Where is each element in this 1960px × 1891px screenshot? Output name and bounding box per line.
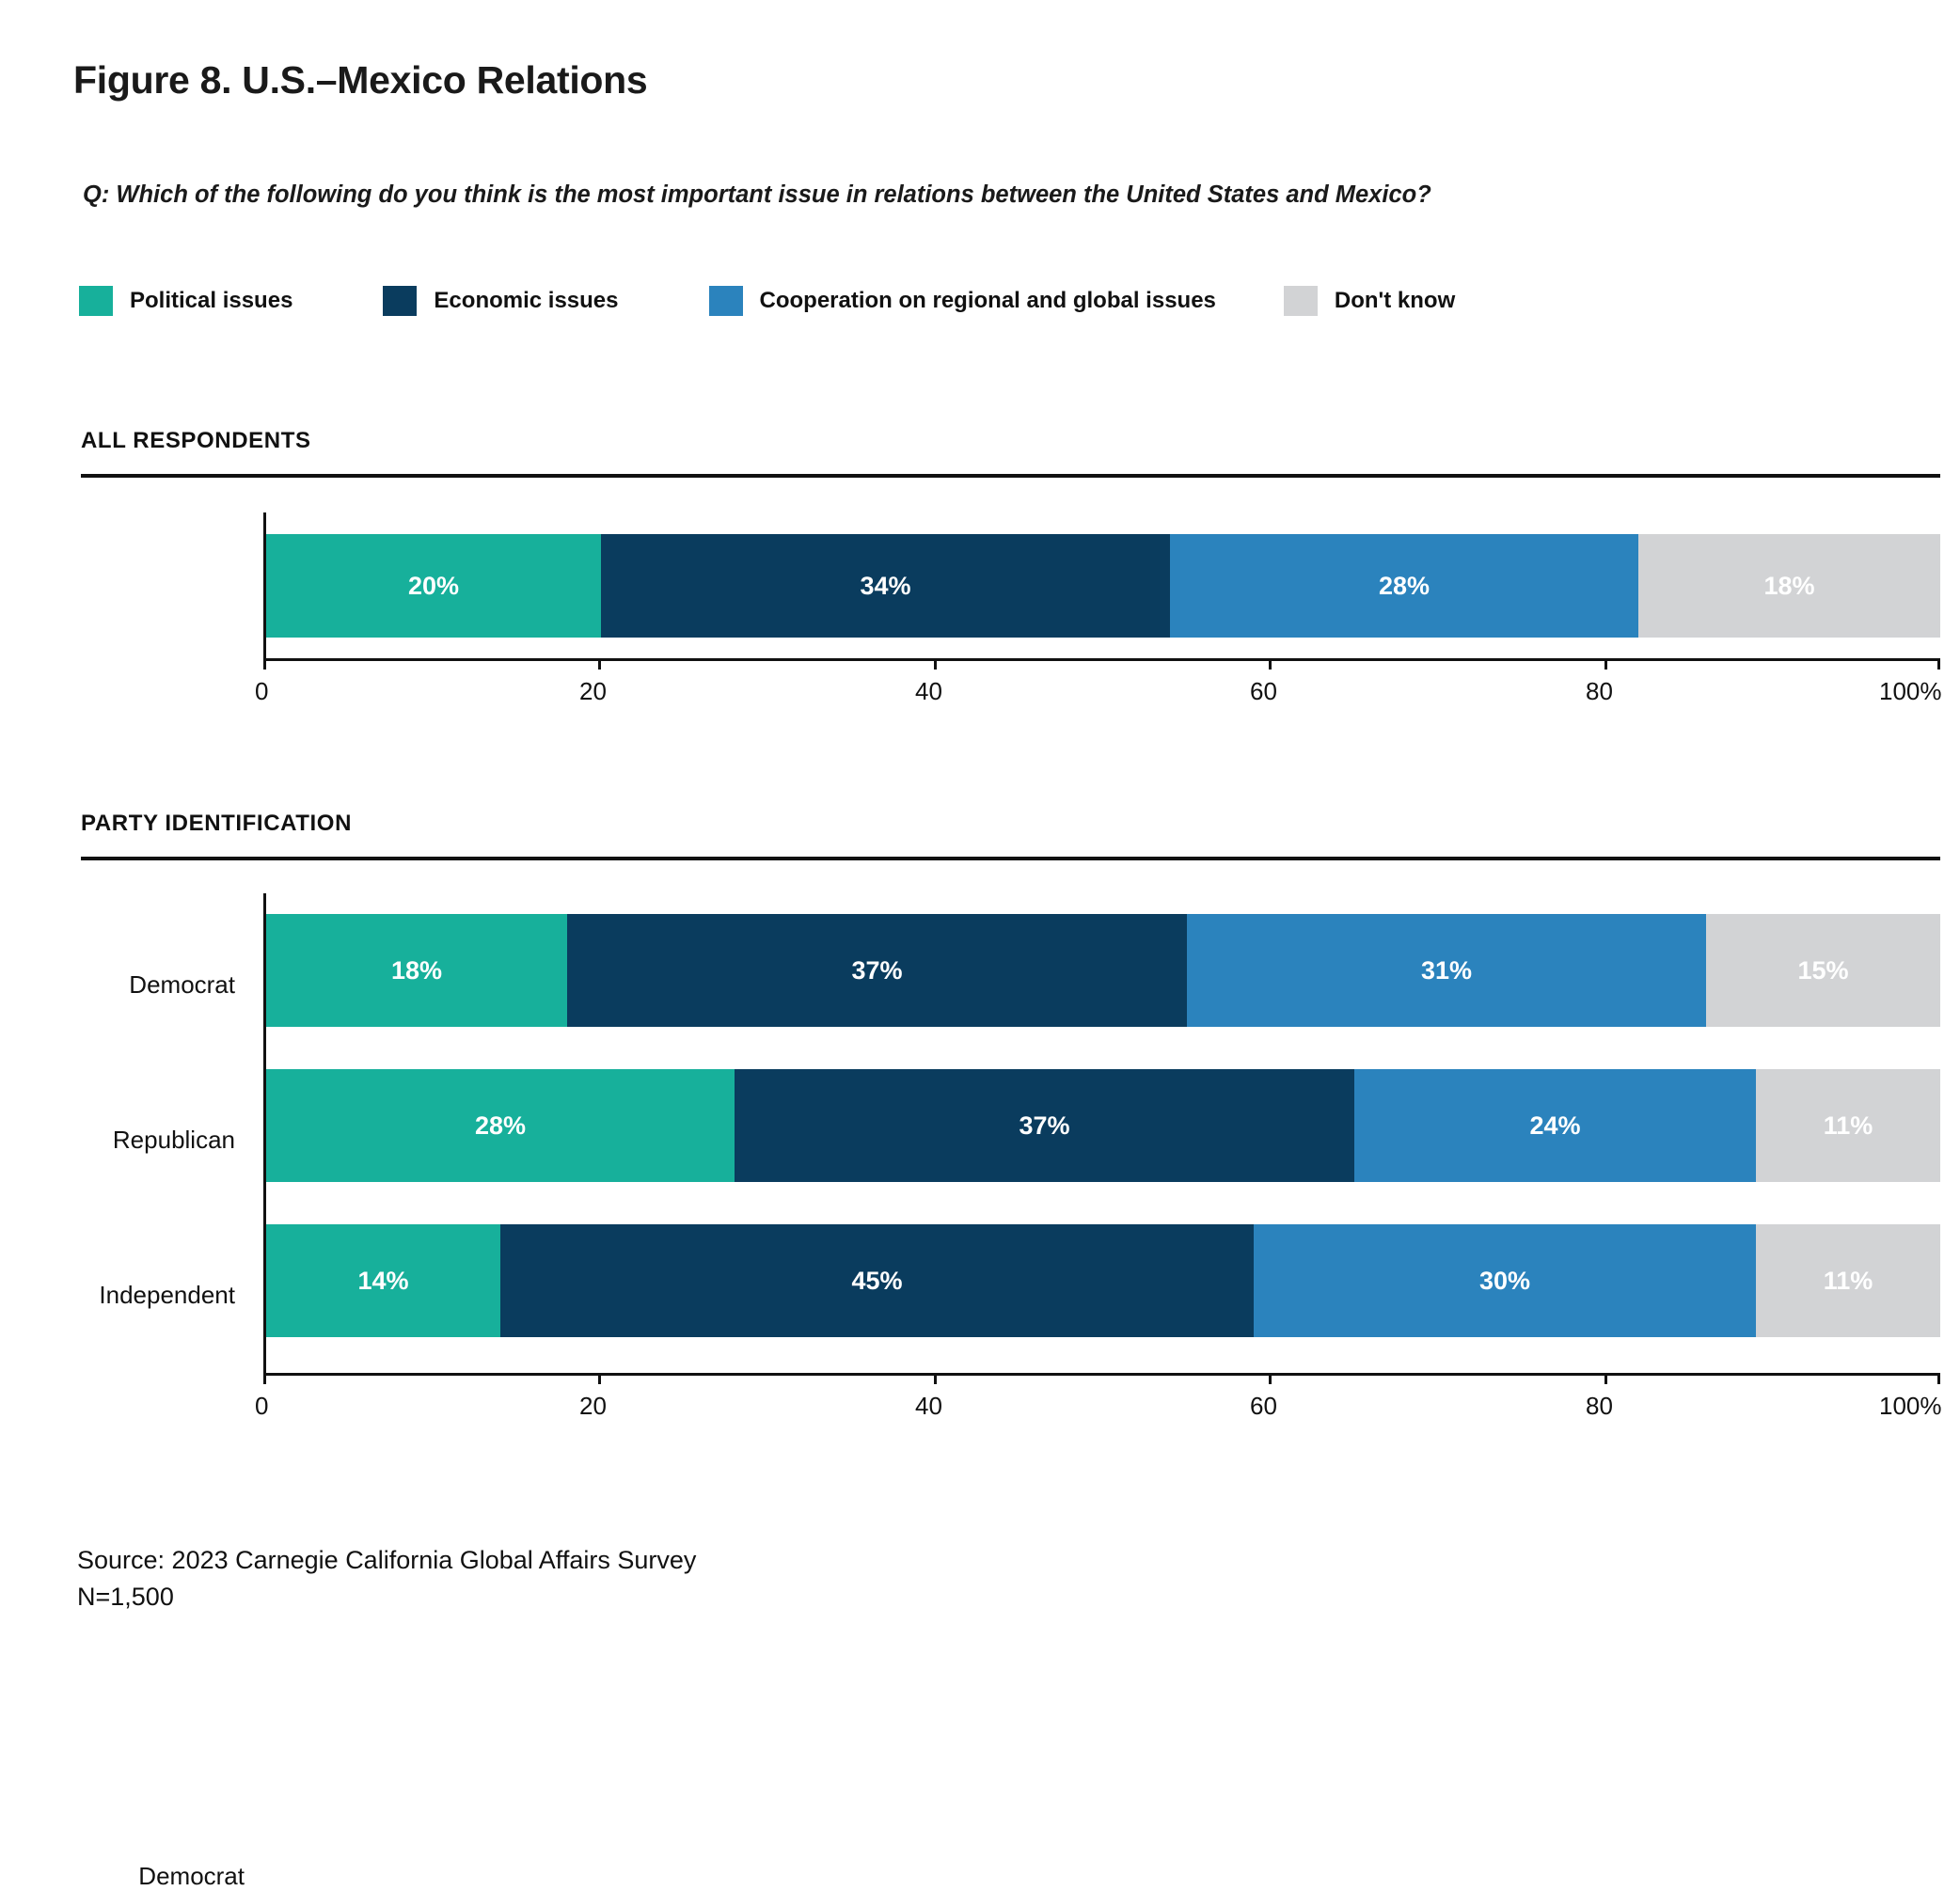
legend-item-dontknow — [1284, 285, 1455, 317]
bar-label-republican-political: 28% — [474, 1111, 527, 1140]
bar-label-independent-cooperation: 30% — [1478, 1266, 1531, 1295]
section-rule-all-respondents — [81, 474, 1940, 478]
x-tick-mark-20-party — [598, 1373, 601, 1384]
bar-label-republican-dontknow: 11% — [1823, 1111, 1873, 1140]
bar-label-dontknow: 18% — [1763, 571, 1815, 600]
source-note — [77, 1542, 696, 1615]
bar-segment-democrat-cooperation — [1187, 914, 1706, 1027]
bar-segment-dontknow — [1638, 534, 1940, 638]
bar-segment-independent-economic — [500, 1224, 1254, 1337]
x-tick-label-0-all: 0 — [255, 677, 269, 705]
x-tick-label-40-party: 40 — [915, 1392, 942, 1420]
legend-swatch-cooperation — [709, 286, 743, 316]
bar-row-republican — [266, 1069, 1940, 1182]
chart-legend — [79, 285, 1455, 317]
bar-segment-economic — [601, 534, 1170, 638]
bar-label-democrat-dontknow: 15% — [1797, 955, 1849, 985]
legend-item-political — [79, 285, 292, 317]
bar-segment-republican-economic — [735, 1069, 1354, 1182]
legend-item-cooperation — [709, 285, 1216, 317]
x-tick-label-40-all: 40 — [915, 677, 942, 705]
bar-label-independent-political: 14% — [357, 1266, 409, 1295]
bar-label-democrat-political: 18% — [390, 955, 443, 985]
category-label-independent-left: Independent — [99, 1281, 235, 1309]
bar-label-democrat-economic: 37% — [851, 955, 903, 985]
legend-label-dontknow: Don't know — [1334, 288, 1456, 313]
source-line-1: Source: 2023 Carnegie California Global Affairs Survey — [77, 1546, 697, 1574]
x-tick-label-20-party: 20 — [579, 1392, 607, 1420]
bar-label-republican-economic: 37% — [1019, 1111, 1070, 1140]
x-tick-mark-60-all — [1269, 658, 1272, 670]
category-label-republican-left: Republican — [112, 1126, 235, 1154]
x-tick-mark-80-party — [1604, 1373, 1607, 1384]
x-tick-mark-100-party — [1937, 1373, 1940, 1384]
legend-swatch-dontknow — [1284, 286, 1318, 316]
survey-question: Q: Which of the following do you think is the most important issue in relations between the United States and Mexico? — [83, 181, 1431, 208]
bar-label-independent-economic: 45% — [851, 1266, 903, 1295]
bar-label-political: 20% — [407, 571, 460, 600]
x-tick-mark-60-party — [1269, 1373, 1272, 1384]
bar-label-economic: 34% — [860, 571, 911, 600]
section-rule-party-identification — [81, 857, 1940, 860]
bar-label-republican-cooperation: 24% — [1529, 1111, 1581, 1140]
legend-label-economic: Economic issues — [434, 288, 619, 313]
bar-segment-political — [266, 534, 601, 638]
bar-label-independent-dontknow: 11% — [1823, 1266, 1873, 1295]
bar-segment-republican-dontknow — [1756, 1069, 1940, 1182]
x-axis-all — [263, 658, 1940, 661]
x-tick-mark-100-all — [1937, 658, 1940, 670]
chart-all-respondents — [255, 512, 1942, 705]
bar-row-all-respondents — [266, 534, 1940, 638]
category-label-democrat-left: Democrat — [129, 970, 235, 999]
x-tick-mark-40-all — [934, 658, 937, 670]
x-tick-mark-0-all — [263, 658, 266, 670]
bar-segment-independent-dontknow — [1756, 1224, 1940, 1337]
x-tick-label-60-all: 60 — [1250, 677, 1277, 705]
bar-segment-republican-cooperation — [1354, 1069, 1756, 1182]
legend-swatch-political — [79, 286, 113, 316]
bar-segment-cooperation — [1170, 534, 1638, 638]
legend-label-cooperation: Cooperation on regional and global issues — [759, 288, 1216, 313]
x-tick-label-80-all: 80 — [1586, 677, 1613, 705]
section-heading-all-respondents: ALL RESPONDENTS — [81, 428, 311, 453]
x-tick-label-80-party: 80 — [1586, 1392, 1613, 1420]
bar-row-democrat — [266, 914, 1940, 1027]
bar-label-democrat-cooperation: 31% — [1420, 955, 1473, 985]
bar-row-independent — [266, 1224, 1940, 1337]
x-tick-label-20-all: 20 — [579, 677, 607, 705]
legend-item-economic — [383, 285, 618, 317]
x-tick-label-60-party: 60 — [1250, 1392, 1277, 1420]
section-heading-party-identification: PARTY IDENTIFICATION — [81, 811, 352, 836]
category-label-democrat: Democrat — [138, 1862, 245, 1890]
bar-segment-independent-cooperation — [1254, 1224, 1756, 1337]
x-tick-mark-40-party — [934, 1373, 937, 1384]
x-tick-mark-80-all — [1604, 658, 1607, 670]
bar-label-cooperation: 28% — [1378, 571, 1430, 600]
bar-segment-democrat-economic — [567, 914, 1187, 1027]
bar-segment-independent-political — [266, 1224, 500, 1337]
x-axis-party — [263, 1373, 1940, 1376]
legend-swatch-economic — [383, 286, 417, 316]
bar-segment-democrat-dontknow — [1706, 914, 1940, 1027]
page-title: Figure 8. U.S.–Mexico Relations — [73, 58, 648, 102]
bar-segment-democrat-political — [266, 914, 567, 1027]
legend-label-political: Political issues — [130, 288, 293, 313]
x-tick-mark-0-party — [263, 1373, 266, 1384]
x-tick-label-0-party: 0 — [255, 1392, 269, 1420]
x-tick-mark-20-all — [598, 658, 601, 670]
x-tick-label-100-all: 100% — [1879, 677, 1942, 705]
source-line-2: N=1,500 — [77, 1583, 174, 1612]
bar-segment-republican-political — [266, 1069, 735, 1182]
x-tick-label-100-party: 100% — [1879, 1392, 1942, 1420]
